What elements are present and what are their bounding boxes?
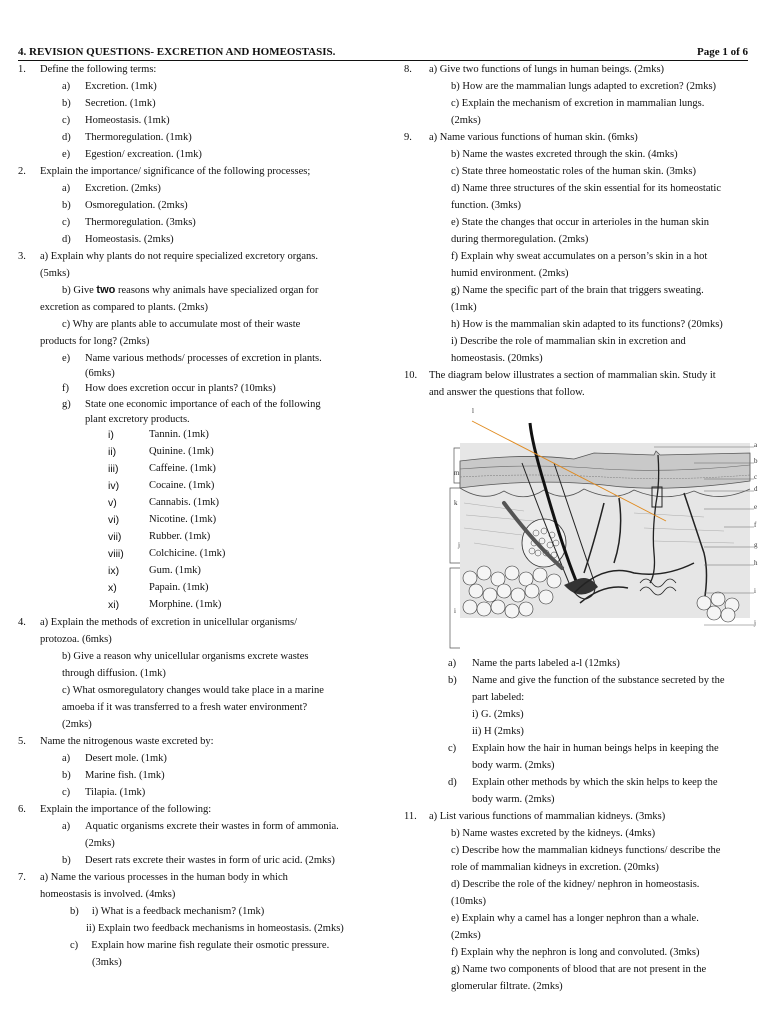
skin-section-diagram	[404, 403, 764, 653]
question-text: during thermoregulation. (2mks)	[451, 234, 589, 245]
item-marker: c)	[62, 787, 71, 798]
list-item	[18, 214, 390, 231]
list-item	[18, 495, 390, 512]
item-marker: d)	[62, 132, 71, 143]
question-text: function. (3mks)	[451, 200, 521, 211]
question-7	[18, 869, 390, 886]
list-item	[18, 478, 390, 495]
question-text: part labeled:	[472, 692, 525, 703]
question-text: a) Explain why plants do not require specialized excretory organs.	[40, 251, 318, 262]
list-item	[18, 546, 390, 563]
question-text: glomerular filtrate. (2mks)	[451, 981, 563, 992]
label-a: a	[754, 441, 758, 449]
question-4	[18, 614, 390, 631]
question-number: 8.	[404, 64, 412, 75]
question-9f: f) Explain why sweat accumulates on a person’s skin in a hot	[451, 251, 708, 262]
item-text: Caffeine. (1mk)	[149, 463, 216, 474]
question-6b: b) Desert rats excrete their wastes in form of uric acid. (2mks)	[62, 855, 335, 866]
item-text: Thermoregulation. (3mks)	[85, 217, 196, 228]
question-3	[18, 248, 390, 265]
left-column	[18, 61, 390, 971]
question-text: a) Explain the methods of excretion in unicellular organisms/	[40, 617, 297, 628]
item-text: Marine fish. (1mk)	[85, 770, 165, 781]
list-item	[18, 461, 390, 478]
item-marker: v)	[108, 497, 117, 509]
question-9c: c) State three homeostatic roles of the human skin. (3mks)	[451, 166, 696, 177]
question-9d: d) Name three structures of the skin essential for its homeostatic	[451, 183, 722, 194]
item-marker: iv)	[108, 480, 120, 492]
question-11	[404, 808, 759, 825]
item-marker: vi)	[108, 514, 120, 526]
item-text: Desert mole. (1mk)	[85, 753, 167, 764]
list-item	[18, 580, 390, 597]
question-text: (2mks)	[62, 719, 92, 730]
question-text: (2mks)	[451, 115, 481, 126]
item-text: Tilapia. (1mk)	[85, 787, 146, 798]
question-number: 5.	[18, 736, 26, 747]
question-number: 4.	[18, 617, 26, 628]
item-marker: ii)	[108, 446, 117, 458]
question-10b: b) Name and give the function of the substance secreted by the	[448, 675, 725, 686]
item-marker: a)	[62, 81, 71, 92]
list-item	[18, 95, 390, 112]
question-text: (5mks)	[40, 268, 70, 279]
question-11b: b) Name wastes excreted by the kidneys. (4mks)	[451, 828, 656, 839]
question-6	[18, 801, 390, 818]
question-text: role of mammalian kidneys in excretion. (20mks)	[451, 862, 659, 873]
question-8	[404, 61, 759, 78]
question-text: ii) Explain two feedback mechanisms in homeostasis. (2mks)	[86, 923, 344, 934]
question-text: ii) H (2mks)	[472, 726, 524, 737]
item-marker: xi)	[108, 599, 120, 611]
item-marker: c)	[62, 217, 71, 228]
question-text: excretion as compared to plants. (2mks)	[40, 302, 208, 313]
question-text: body warm. (2mks)	[472, 794, 555, 805]
question-text: products for long? (2mks)	[40, 336, 150, 347]
label-g: g	[754, 541, 758, 549]
page-header	[18, 44, 748, 61]
question-text: a) Name the various processes in the human body in which	[40, 872, 288, 883]
label-l: l	[472, 407, 474, 415]
question-text: homeostasis. (20mks)	[451, 353, 543, 364]
list-item	[18, 563, 390, 580]
question-text: homeostasis is involved. (4mks)	[40, 889, 176, 900]
item-text: Thermoregulation. (1mk)	[85, 132, 192, 143]
question-1	[18, 61, 390, 78]
question-text: and answer the questions that follow.	[429, 387, 585, 398]
question-3g: g) State one economic importance of each of the following	[62, 399, 321, 410]
question-text: (6mks)	[85, 368, 115, 379]
item-text: Rubber. (1mk)	[149, 531, 211, 542]
question-3f: f) How does excretion occur in plants? (10mks)	[62, 383, 276, 394]
item-text: Gum. (1mk)	[149, 565, 201, 576]
question-4b: b) Give a reason why unicellular organisms excrete wastes	[62, 651, 309, 662]
page-number: Page 1 of 6	[696, 46, 748, 58]
item-text: Excretion. (2mks)	[85, 183, 161, 194]
question-11e: e) Explain why a camel has a longer nephron than a whale.	[451, 913, 699, 924]
question-10a: a) Name the parts labeled a-l (12mks)	[448, 658, 620, 669]
label-d: d	[754, 485, 758, 493]
item-marker: b)	[62, 200, 71, 211]
item-marker: b)	[62, 770, 71, 781]
item-marker: d)	[62, 234, 71, 245]
question-text: body warm. (2mks)	[472, 760, 555, 771]
question-number: 11.	[404, 811, 417, 822]
label-j: j	[458, 541, 460, 549]
question-9h: h) How is the mammalian skin adapted to its functions? (20mks)	[451, 319, 723, 330]
question-10	[404, 367, 759, 384]
question-text: plant excretory products.	[85, 414, 190, 425]
question-text: Explain the importance of the following:	[40, 804, 212, 815]
question-4c: c) What osmoregulatory changes would take place in a marine	[62, 685, 324, 696]
label-c: c	[754, 473, 758, 481]
list-item	[18, 231, 390, 248]
item-marker: i)	[108, 429, 114, 441]
item-marker: a)	[62, 183, 71, 194]
label-h: h	[754, 559, 758, 567]
question-text: The diagram below illustrates a section of mammalian skin. Study it	[429, 370, 716, 381]
question-number: 10.	[404, 370, 418, 381]
question-3e: e) Name various methods/ processes of excretion in plants.	[62, 353, 322, 364]
question-11f: f) Explain why the nephron is long and convoluted. (3mks)	[451, 947, 700, 958]
question-9g: g) Name the specific part of the brain that triggers sweating.	[451, 285, 704, 296]
item-text: Quinine. (1mk)	[149, 446, 214, 457]
item-text: Excretion. (1mk)	[85, 81, 157, 92]
question-number: 6.	[18, 804, 26, 815]
item-text: Morphine. (1mk)	[149, 599, 222, 610]
item-marker: iii)	[108, 463, 119, 475]
question-text: amoeba if it was transferred to a fresh water environment?	[62, 702, 308, 713]
emphasis-text: two	[96, 284, 116, 296]
question-6a: a) Aquatic organisms excrete their wastes in form of ammonia.	[62, 821, 339, 832]
item-text: Colchicine. (1mk)	[149, 548, 226, 559]
label-k: k	[454, 499, 458, 507]
list-item	[18, 767, 390, 784]
question-11g: g) Name two components of blood that are not present in the	[451, 964, 707, 975]
list-item	[18, 597, 390, 614]
question-number: 9.	[404, 132, 412, 143]
item-marker: x)	[108, 582, 117, 594]
list-item	[18, 444, 390, 461]
question-8b: b) How are the mammalian lungs adapted to excretion? (2mks)	[451, 81, 717, 92]
list-item	[18, 784, 390, 801]
label-i: i	[454, 607, 456, 615]
question-7b: b) i) What is a feedback mechanism? (1mk)	[70, 906, 265, 917]
question-text: a) Name various functions of human skin. (6mks)	[429, 132, 638, 143]
list-item	[18, 129, 390, 146]
question-7c: c) Explain how marine fish regulate their osmotic pressure.	[70, 940, 330, 951]
question-text: (2mks)	[451, 930, 481, 941]
item-marker: viii)	[108, 548, 124, 560]
list-item	[18, 750, 390, 767]
question-10c: c) Explain how the hair in human beings helps in keeping the	[448, 743, 719, 754]
list-item	[18, 146, 390, 163]
item-text: Nicotine. (1mk)	[149, 514, 217, 525]
list-item	[18, 529, 390, 546]
question-number: 7.	[18, 872, 26, 883]
question-text: a) List various functions of mammalian kidneys. (3mks)	[429, 811, 666, 822]
question-text: (3mks)	[92, 957, 122, 968]
question-8c: c) Explain the mechanism of excretion in mammalian lungs.	[451, 98, 705, 109]
question-9i: i) Describe the role of mammalian skin in excretion and	[451, 336, 686, 347]
label-e: e	[754, 503, 758, 511]
question-text: Define the following terms:	[40, 64, 157, 75]
list-item	[18, 78, 390, 95]
item-marker: e)	[62, 149, 71, 160]
question-text: through diffusion. (1mk)	[62, 668, 166, 679]
label-j-lower: j	[754, 619, 756, 627]
item-marker: b)	[62, 98, 71, 109]
question-11d: d) Describe the role of the kidney/ nephron in homeostasis.	[451, 879, 700, 890]
list-item	[18, 112, 390, 129]
right-column	[404, 61, 759, 995]
question-3b: b) Give two reasons why animals have specialized organ for	[62, 284, 319, 296]
label-f: f	[754, 521, 757, 529]
item-text: Homeostasis. (1mk)	[85, 115, 170, 126]
item-marker: c)	[62, 115, 71, 126]
list-item	[18, 197, 390, 214]
list-item	[18, 427, 390, 444]
question-2	[18, 163, 390, 180]
question-text: Explain the importance/ significance of the following processes;	[40, 166, 311, 177]
question-text: a) Give two functions of lungs in human beings. (2mks)	[429, 64, 665, 75]
item-text: Secretion. (1mk)	[85, 98, 156, 109]
question-text: (2mks)	[85, 838, 115, 849]
question-text: protozoa. (6mks)	[40, 634, 112, 645]
question-5	[18, 733, 390, 750]
label-b: b	[754, 457, 758, 465]
item-text: Osmoregulation. (2mks)	[85, 200, 188, 211]
list-item	[18, 512, 390, 529]
question-10d: d) Explain other methods by which the skin helps to keep the	[448, 777, 718, 788]
question-9	[404, 129, 759, 146]
label-i-lower: i	[754, 587, 756, 595]
label-m: m	[454, 469, 460, 477]
item-text: Cocaine. (1mk)	[149, 480, 215, 491]
question-text: Name the nitrogenous waste excreted by:	[40, 736, 214, 747]
item-text: Papain. (1mk)	[149, 582, 209, 593]
question-3c: c) Why are plants able to accumulate most of their waste	[62, 319, 301, 330]
document-title: 4. REVISION QUESTIONS- EXCRETION AND HOMEOSTASIS.	[18, 46, 336, 58]
question-11c: c) Describe how the mammalian kidneys functions/ describe the	[451, 845, 721, 856]
list-item	[18, 180, 390, 197]
question-text: (1mk)	[451, 302, 477, 313]
item-text: Tannin. (1mk)	[149, 429, 209, 440]
item-text: Egestion/ excreation. (1mk)	[85, 149, 202, 160]
question-number: 2.	[18, 166, 26, 177]
question-number: 1.	[18, 64, 26, 75]
question-text: (10mks)	[451, 896, 486, 907]
question-text: i) G. (2mks)	[472, 709, 524, 720]
question-9e: e) State the changes that occur in arterioles in the human skin	[451, 217, 710, 228]
question-number: 3.	[18, 251, 26, 262]
item-marker: a)	[62, 753, 71, 764]
question-9b: b) Name the wastes excreted through the skin. (4mks)	[451, 149, 678, 160]
item-text: Cannabis. (1mk)	[149, 497, 219, 508]
item-text: Homeostasis. (2mks)	[85, 234, 174, 245]
question-text: humid environment. (2mks)	[451, 268, 569, 279]
item-marker: ix)	[108, 565, 120, 577]
item-marker: vii)	[108, 531, 122, 543]
